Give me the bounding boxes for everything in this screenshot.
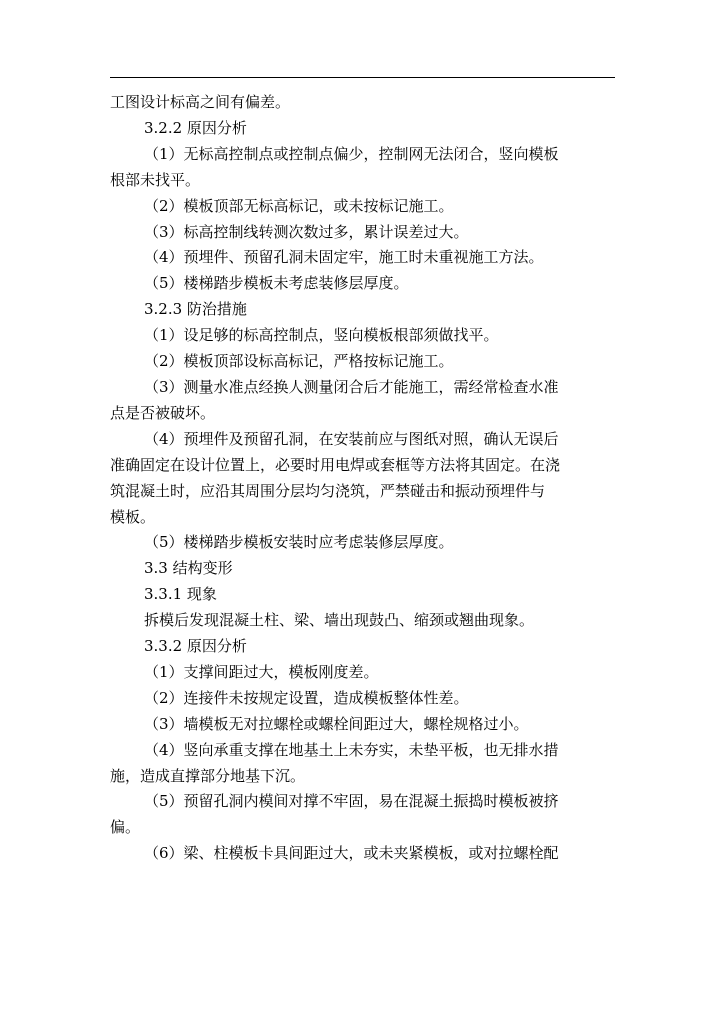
list-item: （3）墙模板无对拉螺栓或螺栓间距过大，螺栓规格过小。 (144, 714, 529, 733)
text-line: 模板。 (110, 507, 156, 526)
document-body (110, 90, 615, 867)
list-item: （5）楼梯踏步模板安装时应考虑装修层厚度。 (144, 533, 454, 552)
list-item: （4）预埋件及预留孔洞，在安装前应与图纸对照，确认无误后 (144, 429, 559, 448)
text-line: 点是否被破坏。 (110, 403, 216, 422)
list-item: （4）预埋件、预留孔洞未固定牢，施工时未重视施工方法。 (144, 248, 544, 267)
list-item: （1）支撑间距过大，模板刚度差。 (144, 662, 379, 681)
list-item: （3）测量水准点经换人测量闭合后才能施工，需经常检查水准 (144, 377, 559, 396)
header-rule (110, 77, 615, 78)
section-heading-3-3: 3.3 结构变形 (144, 559, 233, 578)
list-item: （2）模板顶部无标高标记，或未按标记施工。 (144, 196, 454, 215)
section-heading-3-2-3: 3.2.3 防治措施 (144, 300, 247, 319)
list-item: （2）模板顶部设标高标记，严格按标记施工。 (144, 352, 454, 371)
list-item: （2）连接件未按规定设置，造成模板整体性差。 (144, 688, 469, 707)
list-item: （5）楼梯踏步模板未考虑装修层厚度。 (144, 274, 409, 293)
section-heading-3-2-2: 3.2.2 原因分析 (144, 118, 247, 137)
text-line: 施，造成直撑部分地基下沉。 (110, 766, 306, 785)
list-item: （3）标高控制线转测次数过多，累计误差过大。 (144, 222, 469, 241)
text-line: 工图设计标高之间有偏差。 (110, 93, 291, 111)
list-item: （5）预留孔洞内模间对撑不牢固，易在混凝土振捣时模板被挤 (144, 792, 559, 811)
section-heading-3-3-2: 3.3.2 原因分析 (144, 637, 247, 656)
text-line: 偏。 (110, 818, 141, 837)
list-item: （1）设足够的标高控制点，竖向模板根部须做找平。 (144, 326, 499, 345)
paragraph-text: 拆模后发现混凝土柱、梁、墙出现鼓凸、缩颈或翘曲现象。 (144, 611, 535, 630)
list-item: （4）竖向承重支撑在地基土上未夯实，未垫平板，也无排水措 (144, 740, 559, 759)
section-heading-3-3-1: 3.3.1 现象 (144, 585, 217, 604)
text-line: 筑混凝土时，应沿其周围分层均匀浇筑，严禁碰击和振动预埋件与 (110, 481, 546, 500)
text-line: 准确固定在设计位置上，必要时用电焊或套框等方法将其固定。在浇 (110, 455, 561, 474)
list-item: （1）无标高控制点或控制点偏少，控制网无法闭合，竖向模板 (144, 144, 559, 163)
text-line: 根部未找平。 (110, 170, 201, 189)
list-item: （6）梁、柱模板卡具间距过大，或未夹紧模板，或对拉螺栓配 (144, 844, 559, 863)
